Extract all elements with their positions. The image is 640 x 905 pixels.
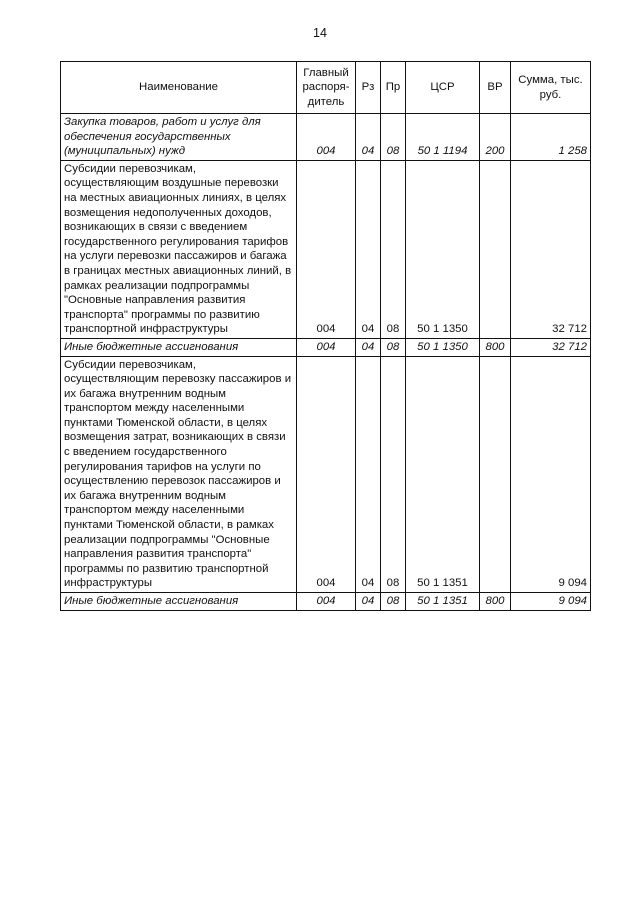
- row-pr: 08: [381, 338, 406, 356]
- row-rz: 04: [356, 593, 381, 611]
- row-pr: 08: [381, 114, 406, 161]
- table-row: [61, 356, 591, 593]
- table-row: [61, 593, 591, 611]
- row-vr: [480, 160, 511, 338]
- table-row: [61, 160, 591, 338]
- row-name: Субсидии перевозчикам, осуществляющим перевозку пассажиров и их багажа внутренним водным транспортом между населенными пунктами Тюменской области, в целях возмещения затрат, возникающих в связи с введением государственного регулирования тарифов на услуги по осуществлению перевозок пассажиров и их багажа внутренним водным транспортом между населенными пунктами Тюменской области, в рамках реализации подпрограммы "Основные направления развития транспорта" программы по развитию транспортной инфраструктуры: [61, 356, 297, 593]
- row-name: Закупка товаров, работ и услуг для обеспечения государственных (муниципальных) нужд: [61, 114, 297, 161]
- header-pr: Пр: [381, 62, 406, 114]
- row-name: Субсидии перевозчикам, осуществляющим воздушные перевозки на местных авиационных линиях, в целях возмещения недополученных доходов, возникающих в связи с введением государственного регулирования тарифов на услуги перевозки пассажиров и багажа в границах местных авиационных линий, в рамках реализации подпрограммы "Основные направления развития транспорта" программы по развитию транспортной инфраструктуры: [61, 160, 297, 338]
- row-vr: 200: [480, 114, 511, 161]
- row-rz: 04: [356, 160, 381, 338]
- row-sum: 32 712: [511, 338, 591, 356]
- row-name: Иные бюджетные ассигнования: [61, 338, 297, 356]
- header-chief-administrator: Главный распоря-дитель: [297, 62, 356, 114]
- row-sum: 9 094: [511, 356, 591, 593]
- row-csr: 50 1 1350: [406, 160, 480, 338]
- row-rz: 04: [356, 114, 381, 161]
- page-number: 14: [313, 26, 327, 40]
- header-name: Наименование: [61, 62, 297, 114]
- row-chief: 004: [297, 593, 356, 611]
- row-vr: [480, 356, 511, 593]
- row-sum: 9 094: [511, 593, 591, 611]
- row-sum: 32 712: [511, 160, 591, 338]
- table-row: [61, 114, 591, 161]
- row-pr: 08: [381, 160, 406, 338]
- row-csr: 50 1 1194: [406, 114, 480, 161]
- row-csr: 50 1 1351: [406, 356, 480, 593]
- row-csr: 50 1 1350: [406, 338, 480, 356]
- row-rz: 04: [356, 356, 381, 593]
- row-chief: 004: [297, 338, 356, 356]
- row-chief: 004: [297, 114, 356, 161]
- row-rz: 04: [356, 338, 381, 356]
- row-vr: 800: [480, 338, 511, 356]
- row-sum: 1 258: [511, 114, 591, 161]
- row-chief: 004: [297, 356, 356, 593]
- row-pr: 08: [381, 593, 406, 611]
- row-name: Иные бюджетные ассигнования: [61, 593, 297, 611]
- table-header-row: [61, 62, 591, 114]
- budget-table: [60, 61, 591, 611]
- table-row: [61, 338, 591, 356]
- row-csr: 50 1 1351: [406, 593, 480, 611]
- header-csr: ЦСР: [406, 62, 480, 114]
- row-vr: 800: [480, 593, 511, 611]
- header-sum: Сумма, тыс. руб.: [511, 62, 591, 114]
- header-rz: Рз: [356, 62, 381, 114]
- header-vr: ВР: [480, 62, 511, 114]
- row-chief: 004: [297, 160, 356, 338]
- row-pr: 08: [381, 356, 406, 593]
